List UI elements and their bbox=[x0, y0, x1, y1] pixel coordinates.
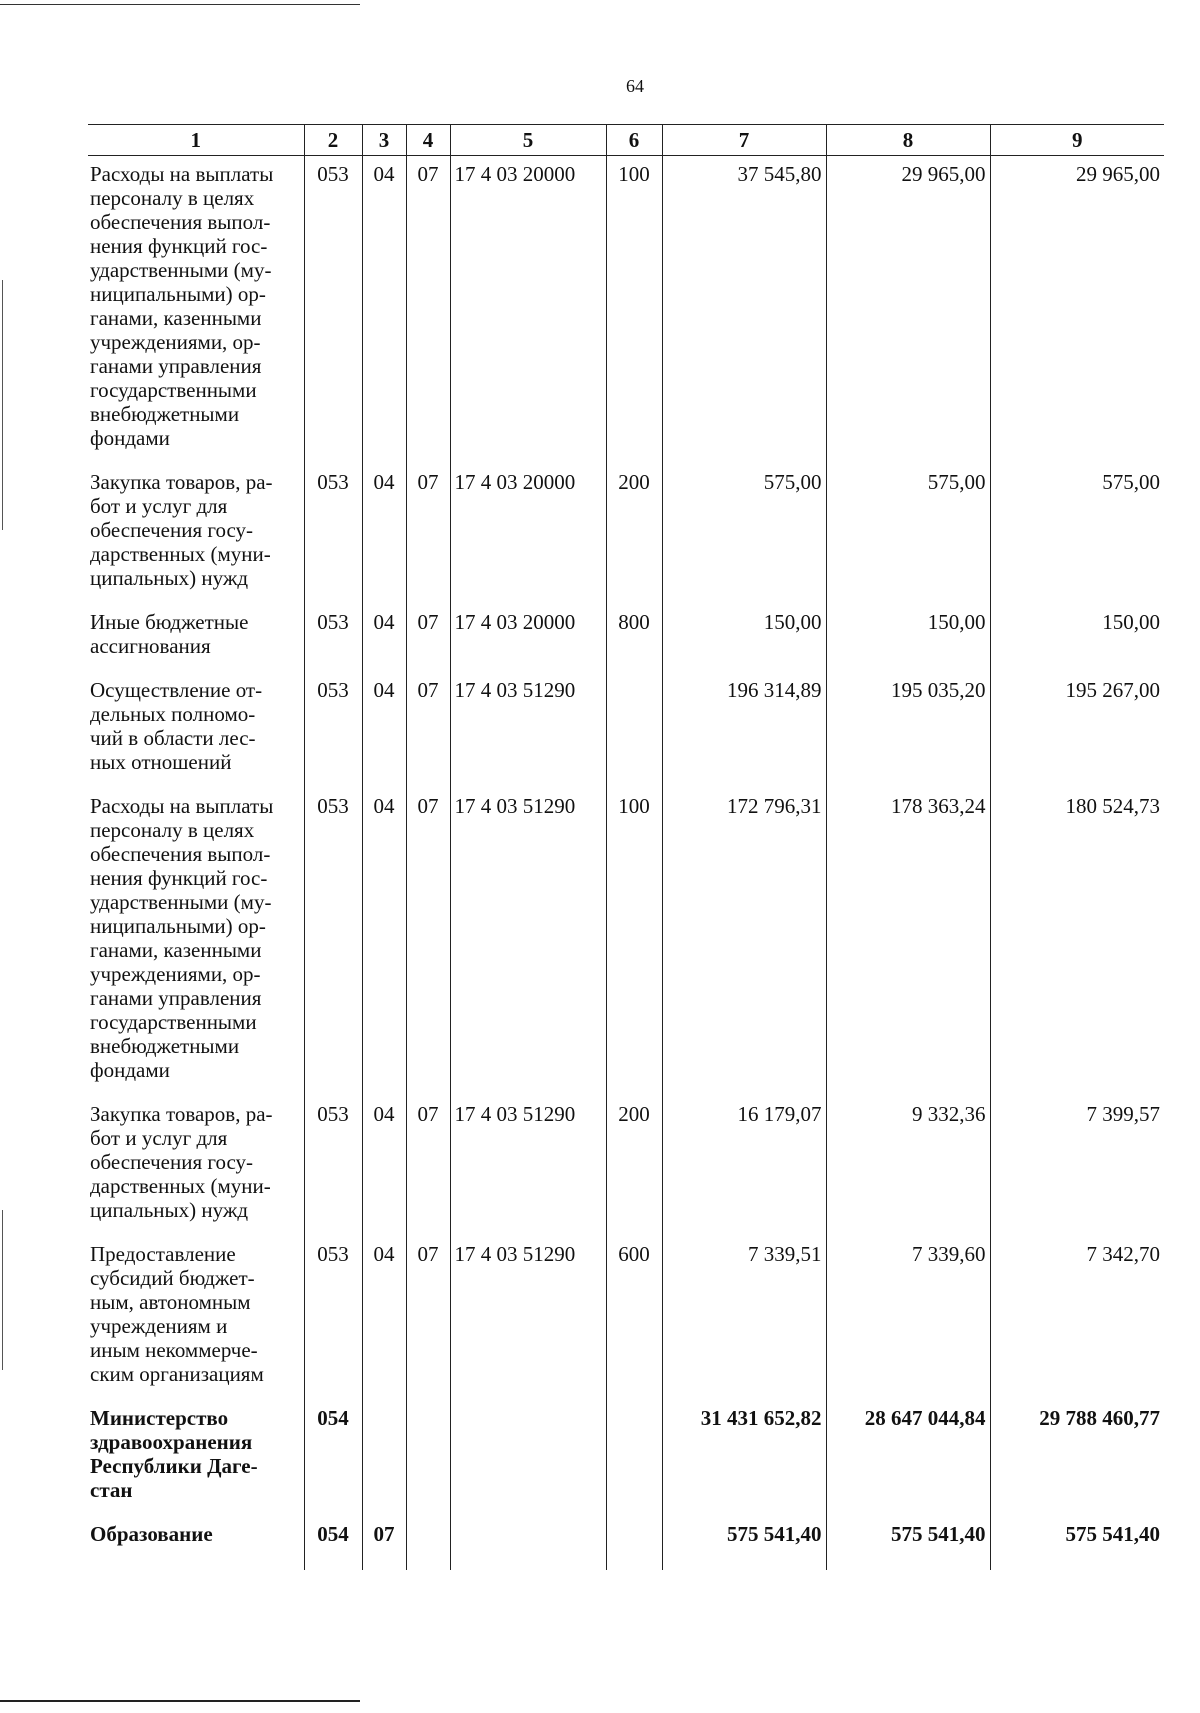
cell-section: 04 bbox=[362, 464, 406, 604]
cell-amount-col7: 16 179,07 bbox=[662, 1096, 826, 1236]
cell-amount-col9: 7 342,70 bbox=[990, 1236, 1164, 1400]
cell-section: 04 bbox=[362, 1096, 406, 1236]
item-name-line: Расходы на выплаты bbox=[90, 794, 274, 818]
column-header: 2 bbox=[304, 125, 362, 156]
cell-ministry-code: 053 bbox=[304, 788, 362, 1096]
item-name-line: ных отношений bbox=[90, 750, 232, 774]
cell-target-article: 17 4 03 20000 bbox=[450, 464, 606, 604]
column-header: 6 bbox=[606, 125, 662, 156]
item-name-line: фондами bbox=[90, 1058, 170, 1082]
item-name-line: Образование bbox=[90, 1522, 213, 1546]
cell-subsection: 07 bbox=[406, 604, 450, 672]
cell-amount-col9: 195 267,00 bbox=[990, 672, 1164, 788]
table-row bbox=[88, 788, 1164, 1096]
cell-expense-type: 200 bbox=[606, 464, 662, 604]
cell-amount-col7: 150,00 bbox=[662, 604, 826, 672]
cell-amount-col9: 575,00 bbox=[990, 464, 1164, 604]
cell-item-name bbox=[88, 1236, 304, 1400]
item-name-line: ганами управления bbox=[90, 354, 262, 378]
item-name-line: Иные бюджетные bbox=[90, 610, 249, 634]
item-name-line: ударственными (му- bbox=[90, 890, 272, 914]
cell-amount-col8: 178 363,24 bbox=[826, 788, 990, 1096]
table-header-row bbox=[88, 125, 1164, 156]
item-name-line: нения функций гос- bbox=[90, 866, 268, 890]
cell-expense-type bbox=[606, 1400, 662, 1516]
item-name-line: иным некоммерче- bbox=[90, 1338, 258, 1362]
item-name-line: государственными bbox=[90, 1010, 257, 1034]
cell-amount-col7: 7 339,51 bbox=[662, 1236, 826, 1400]
item-name-line: персоналу в целях bbox=[90, 186, 255, 210]
cell-target-article: 17 4 03 51290 bbox=[450, 672, 606, 788]
column-header: 9 bbox=[990, 125, 1164, 156]
cell-subsection: 07 bbox=[406, 1096, 450, 1236]
item-name-line: бот и услуг для bbox=[90, 1126, 228, 1150]
cell-ministry-code: 054 bbox=[304, 1516, 362, 1570]
item-name-line: Предоставление bbox=[90, 1242, 236, 1266]
table-row bbox=[88, 1096, 1164, 1236]
cell-item-name bbox=[88, 1516, 304, 1570]
item-name-line: ганами управления bbox=[90, 986, 262, 1010]
cell-item-name bbox=[88, 1400, 304, 1516]
cell-amount-col8: 575 541,40 bbox=[826, 1516, 990, 1570]
cell-amount-col7: 575,00 bbox=[662, 464, 826, 604]
column-header: 5 bbox=[450, 125, 606, 156]
item-name-line: внебюджетными bbox=[90, 402, 240, 426]
item-name-line: ниципальными) ор- bbox=[90, 914, 266, 938]
item-name-line: ным, автономным bbox=[90, 1290, 251, 1314]
cell-item-name bbox=[88, 788, 304, 1096]
page-number: 64 bbox=[626, 76, 644, 96]
item-name-line: Закупка товаров, ра- bbox=[90, 1102, 273, 1126]
cell-item-name bbox=[88, 464, 304, 604]
table-row bbox=[88, 464, 1164, 604]
cell-section: 04 bbox=[362, 604, 406, 672]
top-edge-rule bbox=[0, 4, 360, 5]
item-name-line: Республики Даге- bbox=[90, 1454, 258, 1478]
item-name-line: обеспечения госу- bbox=[90, 518, 254, 542]
cell-amount-col8: 195 035,20 bbox=[826, 672, 990, 788]
table-row bbox=[88, 1236, 1164, 1400]
cell-amount-col7: 575 541,40 bbox=[662, 1516, 826, 1570]
cell-expense-type: 100 bbox=[606, 788, 662, 1096]
item-name-line: персоналу в целях bbox=[90, 818, 255, 842]
item-name-line: учреждениям и bbox=[90, 1314, 228, 1338]
column-header: 1 bbox=[88, 125, 304, 156]
cell-subsection bbox=[406, 1516, 450, 1570]
item-name-line: дарственных (муни- bbox=[90, 542, 271, 566]
cell-expense-type bbox=[606, 672, 662, 788]
item-name-line: здравоохранения bbox=[90, 1430, 253, 1454]
item-name-line: нения функций гос- bbox=[90, 234, 268, 258]
cell-expense-type bbox=[606, 1516, 662, 1570]
cell-subsection: 07 bbox=[406, 788, 450, 1096]
item-name-line: стан bbox=[90, 1478, 133, 1502]
cell-amount-col7: 172 796,31 bbox=[662, 788, 826, 1096]
cell-section: 04 bbox=[362, 672, 406, 788]
item-name-line: ударственными (му- bbox=[90, 258, 272, 282]
cell-subsection: 07 bbox=[406, 672, 450, 788]
cell-ministry-code: 053 bbox=[304, 1236, 362, 1400]
cell-item-name bbox=[88, 672, 304, 788]
cell-subsection: 07 bbox=[406, 156, 450, 465]
item-name-line: внебюджетными bbox=[90, 1034, 240, 1058]
cell-subsection: 07 bbox=[406, 1236, 450, 1400]
item-name-line: бот и услуг для bbox=[90, 494, 228, 518]
column-header: 4 bbox=[406, 125, 450, 156]
cell-section: 04 bbox=[362, 788, 406, 1096]
table-row bbox=[88, 1400, 1164, 1516]
cell-target-article bbox=[450, 1516, 606, 1570]
column-header: 3 bbox=[362, 125, 406, 156]
item-name-line: ципальных) нужд bbox=[90, 566, 249, 590]
cell-amount-col7: 37 545,80 bbox=[662, 156, 826, 465]
table-row bbox=[88, 672, 1164, 788]
cell-target-article: 17 4 03 20000 bbox=[450, 156, 606, 465]
cell-target-article: 17 4 03 51290 bbox=[450, 1096, 606, 1236]
cell-target-article: 17 4 03 51290 bbox=[450, 788, 606, 1096]
column-header: 7 bbox=[662, 125, 826, 156]
item-name-line: чий в области лес- bbox=[90, 726, 256, 750]
item-name-line: государственными bbox=[90, 378, 257, 402]
item-name-line: Расходы на выплаты bbox=[90, 162, 274, 186]
item-name-line: ассигнования bbox=[90, 634, 211, 658]
cell-amount-col8: 29 965,00 bbox=[826, 156, 990, 465]
cell-amount-col8: 150,00 bbox=[826, 604, 990, 672]
cell-target-article: 17 4 03 20000 bbox=[450, 604, 606, 672]
item-name-line: ганами, казенными bbox=[90, 938, 262, 962]
cell-subsection bbox=[406, 1400, 450, 1516]
cell-amount-col9: 180 524,73 bbox=[990, 788, 1164, 1096]
cell-target-article: 17 4 03 51290 bbox=[450, 1236, 606, 1400]
cell-expense-type: 200 bbox=[606, 1096, 662, 1236]
cell-amount-col9: 29 788 460,77 bbox=[990, 1400, 1164, 1516]
item-name-line: обеспечения выпол- bbox=[90, 842, 271, 866]
cell-item-name bbox=[88, 604, 304, 672]
table-row bbox=[88, 604, 1164, 672]
item-name-line: обеспечения выпол- bbox=[90, 210, 271, 234]
cell-amount-col8: 28 647 044,84 bbox=[826, 1400, 990, 1516]
cell-ministry-code: 053 bbox=[304, 1096, 362, 1236]
cell-ministry-code: 053 bbox=[304, 672, 362, 788]
item-name-line: ниципальными) ор- bbox=[90, 282, 266, 306]
left-margin-mark bbox=[2, 280, 3, 530]
cell-item-name bbox=[88, 1096, 304, 1236]
cell-target-article bbox=[450, 1400, 606, 1516]
cell-amount-col9: 29 965,00 bbox=[990, 156, 1164, 465]
cell-section: 04 bbox=[362, 1236, 406, 1400]
item-name-line: ским организациям bbox=[90, 1362, 264, 1386]
cell-ministry-code: 054 bbox=[304, 1400, 362, 1516]
cell-ministry-code: 053 bbox=[304, 156, 362, 465]
column-header: 8 bbox=[826, 125, 990, 156]
cell-expense-type: 100 bbox=[606, 156, 662, 465]
cell-amount-col8: 9 332,36 bbox=[826, 1096, 990, 1236]
item-name-line: учреждениями, ор- bbox=[90, 330, 261, 354]
item-name-line: дельных полномо- bbox=[90, 702, 256, 726]
item-name-line: Министерство bbox=[90, 1406, 229, 1430]
item-name-line: учреждениями, ор- bbox=[90, 962, 261, 986]
item-name-line: фондами bbox=[90, 426, 170, 450]
cell-expense-type: 600 bbox=[606, 1236, 662, 1400]
item-name-line: ципальных) нужд bbox=[90, 1198, 249, 1222]
left-margin-mark bbox=[2, 1210, 3, 1370]
cell-amount-col9: 7 399,57 bbox=[990, 1096, 1164, 1236]
cell-amount-col7: 196 314,89 bbox=[662, 672, 826, 788]
cell-section bbox=[362, 1400, 406, 1516]
cell-item-name bbox=[88, 156, 304, 465]
cell-ministry-code: 053 bbox=[304, 604, 362, 672]
cell-subsection: 07 bbox=[406, 464, 450, 604]
cell-expense-type: 800 bbox=[606, 604, 662, 672]
cell-section: 07 bbox=[362, 1516, 406, 1570]
table-row bbox=[88, 156, 1164, 465]
cell-ministry-code: 053 bbox=[304, 464, 362, 604]
cell-amount-col9: 575 541,40 bbox=[990, 1516, 1164, 1570]
cell-amount-col9: 150,00 bbox=[990, 604, 1164, 672]
item-name-line: обеспечения госу- bbox=[90, 1150, 254, 1174]
cell-amount-col8: 7 339,60 bbox=[826, 1236, 990, 1400]
cell-amount-col7: 31 431 652,82 bbox=[662, 1400, 826, 1516]
item-name-line: ганами, казенными bbox=[90, 306, 262, 330]
cell-amount-col8: 575,00 bbox=[826, 464, 990, 604]
table-row bbox=[88, 1516, 1164, 1570]
item-name-line: субсидий бюджет- bbox=[90, 1266, 255, 1290]
bottom-edge-rule bbox=[0, 1700, 360, 1702]
item-name-line: Закупка товаров, ра- bbox=[90, 470, 273, 494]
item-name-line: дарственных (муни- bbox=[90, 1174, 271, 1198]
item-name-line: Осуществление от- bbox=[90, 678, 263, 702]
budget-table bbox=[88, 124, 1164, 1570]
cell-section: 04 bbox=[362, 156, 406, 465]
